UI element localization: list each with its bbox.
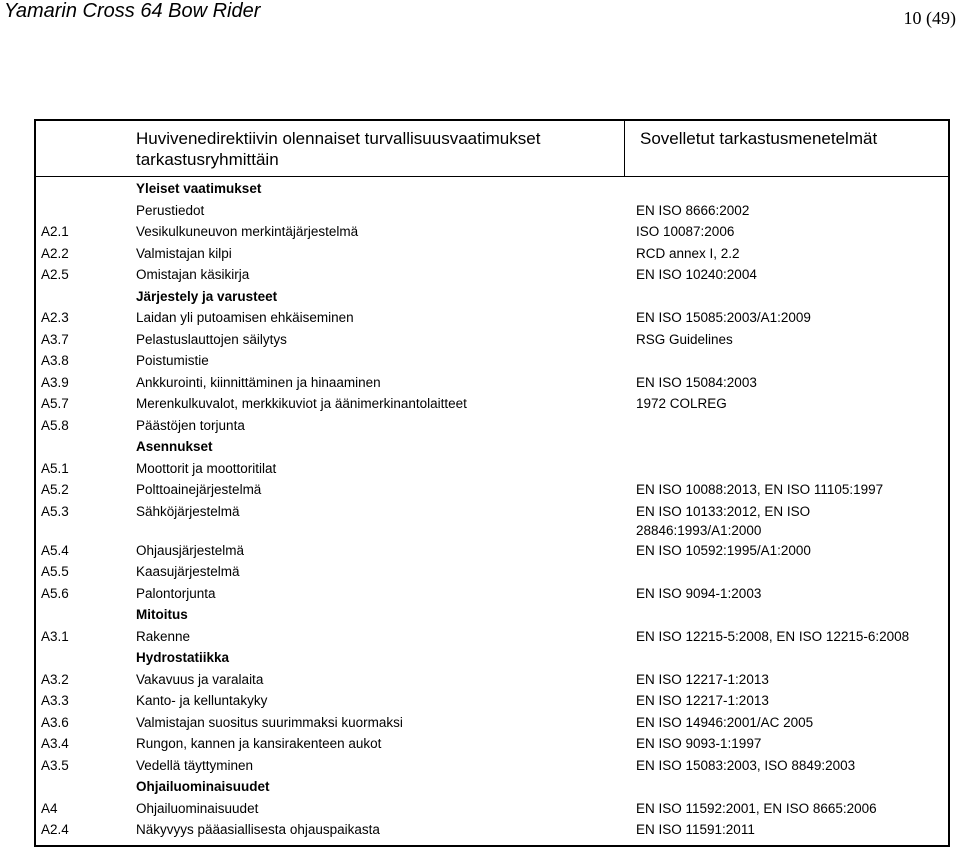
page-number: 10 (49) [903,8,956,28]
requirement-text: Mitoitus [136,607,188,622]
requirement-text: Valmistajan kilpi [136,245,232,261]
requirement-text: Vakavuus ja varalaita [136,671,264,687]
requirement-text: Kaasujärjestelmä [136,564,240,579]
requirement-text: Rungon, kannen ja kansirakenteen aukot [136,736,382,751]
test-method: EN ISO 11592:2001, EN ISO 8665:2006 [636,800,877,816]
requirement-code: A2.1 [41,224,69,239]
test-method [636,436,936,437]
requirement-text: Perustiedot [136,202,205,218]
test-method: EN ISO 10088:2013, EN ISO 11105:1997 [636,482,884,497]
section-heading-row [36,776,948,798]
test-method: RCD annex I, 2.2 [636,245,740,261]
requirement-code: A2.4 [41,822,69,837]
requirement-code: A3.9 [41,374,69,390]
table-row [36,479,948,501]
table-row [36,307,948,329]
requirement-code: A3.8 [41,353,69,368]
requirement-text: Asennukset [136,439,213,454]
requirement-text: Omistajan käsikirja [136,267,250,282]
test-method: EN ISO 15083:2003, ISO 8849:2003 [636,757,856,773]
table-row [36,669,948,691]
requirement-code: A4 [41,800,58,816]
test-method: 1972 COLREG [636,396,727,411]
section-heading-row [36,178,948,200]
test-method [636,561,936,562]
test-method: EN ISO 12215-5:2008, EN ISO 12215-6:2008 [636,628,910,644]
requirement-code: A5.6 [41,585,69,601]
test-method [636,350,936,351]
requirement-text: Poistumistie [136,353,209,368]
table-row [36,329,948,351]
requirement-text: Valmistajan suositus suurimmaksi kuormaksi [136,714,403,730]
requirement-text: Moottorit ja moottoritilat [136,460,277,476]
table-row [36,200,948,222]
requirement-text: Sähköjärjestelmä [136,503,240,519]
requirement-text: Kanto- ja kelluntakyky [136,693,268,708]
table-row [36,798,948,820]
test-method: EN ISO 12217-1:2013 [636,693,769,708]
table-row [36,372,948,394]
requirement-text: Yleiset vaatimukset [136,181,262,196]
test-method [636,458,936,459]
requirement-text: Merenkulkuvalot, merkkikuviot ja äänimerkinantolaitteet [136,396,467,411]
requirement-text: Vedellä täyttyminen [136,757,254,773]
test-method: EN ISO 15084:2003 [636,374,757,390]
test-method: EN ISO 8666:2002 [636,202,750,218]
test-method: EN ISO 12217-1:2013 [636,671,769,687]
test-method [636,647,936,648]
requirement-code: A3.2 [41,671,69,687]
table-row [36,264,948,286]
section-heading-row [36,604,948,626]
table-row [36,350,948,372]
table-row [36,712,948,734]
test-method [636,286,936,287]
table-row [36,221,948,243]
requirement-text: Päästöjen torjunta [136,417,245,433]
table-row [36,501,948,540]
document-title: Yamarin Cross 64 Bow Rider [4,0,261,22]
test-method: EN ISO 10592:1995/A1:2000 [636,542,811,558]
table-row [36,561,948,583]
requirement-code: A3.3 [41,693,69,708]
requirement-code: A3.7 [41,331,69,347]
table-row [36,243,948,265]
requirement-text: Rakenne [136,628,191,644]
test-method [636,604,936,605]
table-body [36,178,948,841]
requirement-code: A5.2 [41,482,69,497]
requirement-code: A2.5 [41,267,69,282]
table-row [36,540,948,562]
test-method [636,178,936,179]
test-method: ISO 10087:2006 [636,224,735,239]
test-method: EN ISO 10133:2012, EN ISO 28846:1993/A1:2000 [636,503,811,538]
requirement-code: A5.1 [41,460,69,476]
test-method [636,415,936,416]
requirement-code: A5.7 [41,396,69,411]
table-row [36,458,948,480]
test-method: EN ISO 9094-1:2003 [636,585,762,601]
requirement-code: A3.1 [41,628,69,644]
table-row [36,819,948,841]
requirement-code: A2.3 [41,310,69,325]
requirement-text: Ohjailuominaisuudet [136,800,259,816]
requirement-text: Järjestely ja varusteet [136,288,278,304]
test-method: EN ISO 15085:2003/A1:2009 [636,310,811,325]
methods-column-header: Sovelletut tarkastusmenetelmät [640,129,878,148]
requirement-text: Näkyvyys pääasiallisesta ohjauspaikasta [136,822,380,837]
requirement-text: Ohjailuominaisuudet [136,779,270,794]
test-method: RSG Guidelines [636,331,733,347]
requirement-text: Ohjausjärjestelmä [136,542,245,558]
requirement-text: Ankkurointi, kiinnittäminen ja hinaaminen [136,374,381,390]
requirement-text: Palontorjunta [136,585,216,601]
requirement-code: A5.4 [41,542,69,558]
table-row [36,393,948,415]
requirement-code: A3.4 [41,736,69,751]
requirement-text: Pelastuslauttojen säilytys [136,331,287,347]
test-method: EN ISO 10240:2004 [636,267,757,282]
test-method [636,776,936,777]
section-heading-row [36,286,948,308]
requirement-code: A5.8 [41,417,69,433]
requirement-text: Hydrostatiikka [136,650,230,665]
header-divider [34,176,950,177]
test-method: EN ISO 11591:2011 [636,822,755,837]
requirement-code: A3.6 [41,714,69,730]
requirement-code: A5.3 [41,503,69,519]
header-column-divider [624,119,625,177]
requirement-text: Laidan yli putoamisen ehkäiseminen [136,310,354,325]
table-row [36,626,948,648]
requirement-code: A3.5 [41,757,69,773]
table-row [36,583,948,605]
test-method: EN ISO 9093-1:1997 [636,736,762,751]
table-row [36,755,948,777]
table-row [36,690,948,712]
section-heading-row [36,647,948,669]
section-heading-row [36,436,948,458]
table-row [36,733,948,755]
requirement-text: Polttoainejärjestelmä [136,482,262,497]
requirement-code: A2.2 [41,245,69,261]
table-row [36,415,948,437]
requirement-text: Vesikulkuneuvon merkintäjärjestelmä [136,224,359,239]
test-method: EN ISO 14946:2001/AC 2005 [636,714,814,730]
requirement-code: A5.5 [41,564,69,579]
requirements-column-header: Huvivenedirektiivin olennaiset turvallisuusvaatimukset tarkastusryhmittäin [136,129,541,169]
